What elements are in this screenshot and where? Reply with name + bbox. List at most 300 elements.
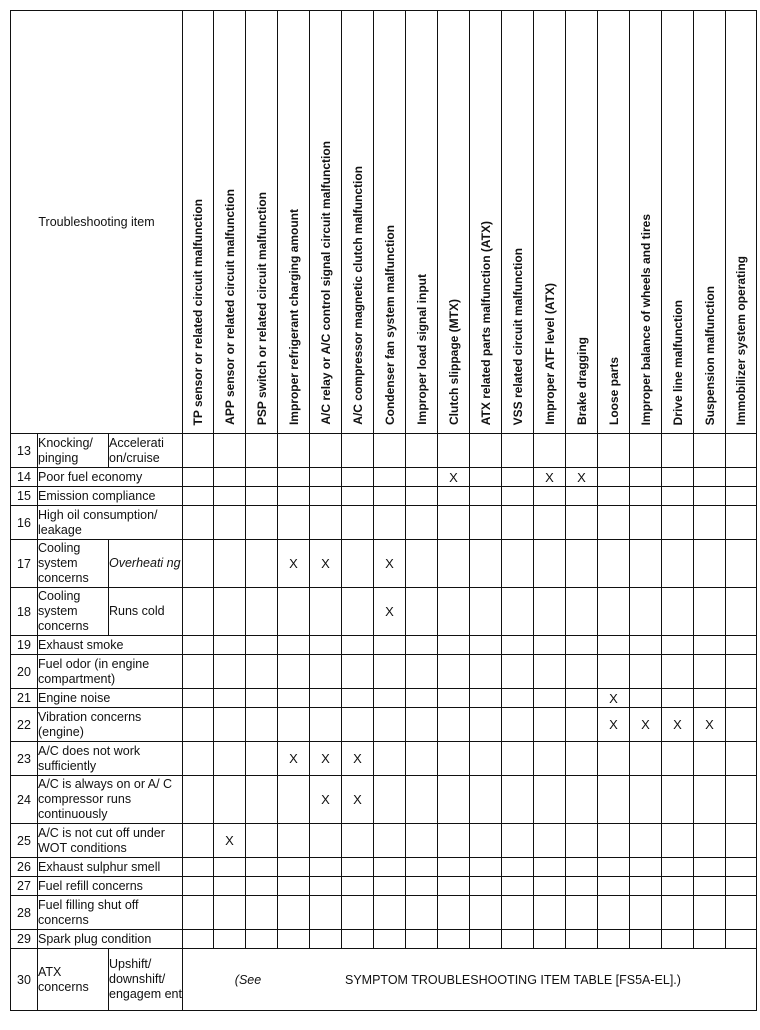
symptom-cell <box>598 468 630 487</box>
symptom-cell <box>406 689 438 708</box>
symptom-cell <box>662 540 694 588</box>
row-number: 13 <box>11 434 38 468</box>
symptom-cell <box>278 930 310 949</box>
symptom-cell <box>310 708 342 742</box>
symptom-cell <box>310 540 342 588</box>
symptom-cell <box>278 636 310 655</box>
column-header <box>566 11 598 434</box>
symptom-cell <box>374 742 406 776</box>
symptom-cell <box>534 742 566 776</box>
symptom-cell <box>214 434 246 468</box>
symptom-cell <box>214 540 246 588</box>
column-header <box>183 11 214 434</box>
symptom-cell <box>183 877 214 896</box>
row-number: 14 <box>11 468 38 487</box>
symptom-cell <box>246 655 278 689</box>
symptom-cell <box>662 858 694 877</box>
symptom-cell <box>438 896 470 930</box>
symptom-cell <box>310 742 342 776</box>
symptom-cell <box>214 858 246 877</box>
row-number: 18 <box>11 588 38 636</box>
symptom-cell <box>630 689 662 708</box>
symptom-cell <box>374 434 406 468</box>
column-header-label: A/C compressor magnetic clutch malfunction <box>350 166 365 425</box>
symptom-cell <box>694 468 726 487</box>
symptom-cell <box>183 540 214 588</box>
symptom-cell <box>183 636 214 655</box>
symptom-cell <box>470 824 502 858</box>
symptom-cell <box>278 487 310 506</box>
symptom-cell <box>470 930 502 949</box>
symptom-cell <box>598 655 630 689</box>
column-header-label: PSP switch or related circuit malfunction <box>254 191 269 425</box>
symptom-cell <box>374 776 406 824</box>
symptom-cell <box>278 708 310 742</box>
table-row <box>11 636 757 655</box>
header-row <box>11 11 757 434</box>
symptom-cell <box>406 540 438 588</box>
symptom-cell <box>662 776 694 824</box>
column-header-label: Improper load signal input <box>414 274 429 425</box>
column-header-label: Improper refrigerant charging amount <box>286 208 301 425</box>
symptom-cell <box>630 824 662 858</box>
row-number: 28 <box>11 896 38 930</box>
row-item: Poor fuel economy <box>38 468 183 487</box>
column-header <box>214 11 246 434</box>
symptom-cell <box>438 487 470 506</box>
symptom-cell <box>278 689 310 708</box>
row-number: 26 <box>11 858 38 877</box>
symptom-cell <box>630 487 662 506</box>
symptom-cell <box>374 655 406 689</box>
row-number: 29 <box>11 930 38 949</box>
symptom-cell <box>246 877 278 896</box>
symptom-cell <box>246 742 278 776</box>
troubleshooting-table-sheet <box>10 10 750 1011</box>
row-item: Exhaust sulphur smell <box>38 858 183 877</box>
symptom-cell <box>406 858 438 877</box>
symptom-cell <box>278 776 310 824</box>
table-row <box>11 708 757 742</box>
symptom-cell <box>662 655 694 689</box>
symptom-cell <box>694 506 726 540</box>
symptom-cell <box>566 434 598 468</box>
row-item: Cooling system concerns <box>38 588 109 636</box>
table-body <box>11 434 757 1011</box>
symptom-cell <box>214 636 246 655</box>
symptom-cell <box>183 506 214 540</box>
row-subitem: Upshift/ downshift/ engagem ent <box>109 949 183 1011</box>
symptom-cell <box>374 506 406 540</box>
symptom-cell <box>630 468 662 487</box>
symptom-cell <box>374 636 406 655</box>
symptom-cell <box>438 506 470 540</box>
symptom-cell <box>502 434 534 468</box>
symptom-cell <box>406 506 438 540</box>
column-header <box>694 11 726 434</box>
symptom-cell <box>246 636 278 655</box>
symptom-cell <box>246 708 278 742</box>
symptom-cell <box>246 689 278 708</box>
column-header <box>662 11 694 434</box>
symptom-cell <box>598 896 630 930</box>
symptom-cell <box>598 588 630 636</box>
symptom-cell <box>534 689 566 708</box>
symptom-cell <box>278 742 310 776</box>
symptom-cell <box>694 824 726 858</box>
symptom-cell <box>214 588 246 636</box>
symptom-cell <box>726 930 757 949</box>
row-item: Vibration concerns (engine) <box>38 708 183 742</box>
symptom-cell <box>630 708 662 742</box>
symptom-cell <box>246 776 278 824</box>
table-row <box>11 588 757 636</box>
symptom-cell <box>598 487 630 506</box>
row-number: 21 <box>11 689 38 708</box>
row-item: Engine noise <box>38 689 183 708</box>
row-item: Fuel refill concerns <box>38 877 183 896</box>
symptom-cell <box>310 877 342 896</box>
row-item: A/C is always on or A/ C compressor runs continuously <box>38 776 183 824</box>
symptom-cell <box>502 636 534 655</box>
symptom-cell <box>662 468 694 487</box>
symptom-cell <box>342 742 374 776</box>
symptom-cell <box>374 487 406 506</box>
symptom-cell <box>630 877 662 896</box>
symptom-cell <box>630 776 662 824</box>
symptom-cell <box>470 689 502 708</box>
symptom-cell <box>278 588 310 636</box>
row-subitem: Overheati ng <box>109 540 183 588</box>
symptom-cell <box>406 468 438 487</box>
table-row <box>11 930 757 949</box>
row-number: 17 <box>11 540 38 588</box>
symptom-cell <box>342 776 374 824</box>
column-header <box>374 11 406 434</box>
symptom-cell <box>214 689 246 708</box>
x-mark: X <box>353 751 362 766</box>
symptom-cell <box>183 824 214 858</box>
symptom-cell <box>694 708 726 742</box>
table-row <box>11 540 757 588</box>
x-mark: X <box>705 717 714 732</box>
symptom-cell <box>694 742 726 776</box>
symptom-cell <box>662 434 694 468</box>
symptom-cell <box>534 434 566 468</box>
symptom-cell <box>183 588 214 636</box>
symptom-cell <box>534 877 566 896</box>
x-mark: X <box>289 751 298 766</box>
symptom-cell <box>534 506 566 540</box>
symptom-cell <box>534 468 566 487</box>
symptom-cell <box>342 468 374 487</box>
symptom-cell <box>534 655 566 689</box>
symptom-cell <box>534 824 566 858</box>
symptom-cell <box>406 708 438 742</box>
table-row <box>11 896 757 930</box>
symptom-cell <box>406 930 438 949</box>
symptom-cell <box>310 487 342 506</box>
symptom-cell <box>438 636 470 655</box>
symptom-cell <box>598 636 630 655</box>
symptom-cell <box>502 506 534 540</box>
row-number: 25 <box>11 824 38 858</box>
symptom-cell <box>694 776 726 824</box>
column-header <box>246 11 278 434</box>
symptom-cell <box>502 824 534 858</box>
symptom-cell <box>502 877 534 896</box>
column-header-label: Drive line malfunction <box>670 299 685 425</box>
symptom-cell <box>310 776 342 824</box>
symptom-cell <box>342 708 374 742</box>
symptom-cell <box>470 487 502 506</box>
symptom-cell <box>310 689 342 708</box>
symptom-cell <box>598 858 630 877</box>
symptom-cell <box>566 506 598 540</box>
row-item: Emission compliance <box>38 487 183 506</box>
row-item: ATX concerns <box>38 949 109 1011</box>
symptom-cell <box>246 588 278 636</box>
table-row <box>11 468 757 487</box>
symptom-cell <box>438 930 470 949</box>
x-mark: X <box>609 717 618 732</box>
symptom-cell <box>630 742 662 776</box>
table-row <box>11 824 757 858</box>
symptom-cell <box>534 540 566 588</box>
symptom-cell <box>662 824 694 858</box>
table-row <box>11 655 757 689</box>
x-mark: X <box>225 833 234 848</box>
row-number: 20 <box>11 655 38 689</box>
symptom-cell <box>470 468 502 487</box>
symptom-cell <box>694 487 726 506</box>
symptom-cell <box>502 708 534 742</box>
table-row <box>11 434 757 468</box>
symptom-cell <box>566 689 598 708</box>
symptom-cell <box>406 742 438 776</box>
symptom-cell <box>374 708 406 742</box>
symptom-cell <box>470 506 502 540</box>
symptom-cell <box>342 588 374 636</box>
symptom-cell <box>183 434 214 468</box>
symptom-cell <box>566 636 598 655</box>
symptom-cell <box>470 708 502 742</box>
symptom-cell <box>406 588 438 636</box>
symptom-cell <box>502 858 534 877</box>
row-item: Knocking/ pinging <box>38 434 109 468</box>
column-header-label: TP sensor or related circuit malfunction <box>191 198 205 425</box>
column-header <box>598 11 630 434</box>
symptom-cell <box>630 655 662 689</box>
row-number: 15 <box>11 487 38 506</box>
symptom-cell <box>502 896 534 930</box>
row-subitem: Accelerati on/cruise <box>109 434 183 468</box>
symptom-cell <box>726 742 757 776</box>
symptom-cell <box>662 896 694 930</box>
symptom-cell <box>310 468 342 487</box>
symptom-cell <box>630 896 662 930</box>
symptom-cell <box>598 824 630 858</box>
symptom-cell <box>662 487 694 506</box>
symptom-cell <box>502 930 534 949</box>
column-header-label: Suspension malfunction <box>702 285 717 425</box>
column-header <box>534 11 566 434</box>
troubleshooting-table <box>10 10 757 1011</box>
symptom-cell <box>374 824 406 858</box>
symptom-cell <box>662 877 694 896</box>
symptom-cell <box>342 506 374 540</box>
symptom-cell <box>726 487 757 506</box>
see-reference-cell <box>183 949 757 1011</box>
symptom-cell <box>342 896 374 930</box>
symptom-cell <box>502 540 534 588</box>
symptom-cell <box>470 858 502 877</box>
symptom-cell <box>534 776 566 824</box>
symptom-cell <box>438 588 470 636</box>
symptom-cell <box>726 877 757 896</box>
x-mark: X <box>609 690 618 706</box>
symptom-cell <box>534 487 566 506</box>
symptom-cell <box>246 896 278 930</box>
symptom-cell <box>214 708 246 742</box>
symptom-cell <box>310 896 342 930</box>
symptom-cell <box>246 858 278 877</box>
column-header <box>310 11 342 434</box>
symptom-cell <box>278 824 310 858</box>
symptom-cell <box>470 877 502 896</box>
symptom-cell <box>694 689 726 708</box>
symptom-cell <box>566 930 598 949</box>
row-item: A/C does not work sufficiently <box>38 742 183 776</box>
symptom-cell <box>502 468 534 487</box>
symptom-cell <box>726 506 757 540</box>
row-item: Cooling system concerns <box>38 540 109 588</box>
symptom-cell <box>566 824 598 858</box>
symptom-cell <box>406 877 438 896</box>
x-mark: X <box>641 717 650 732</box>
x-mark: X <box>353 792 362 807</box>
symptom-cell <box>406 636 438 655</box>
symptom-cell <box>726 776 757 824</box>
symptom-cell <box>278 540 310 588</box>
symptom-cell <box>342 824 374 858</box>
symptom-cell <box>183 708 214 742</box>
column-header-label: Improper ATF level (ATX) <box>542 283 557 425</box>
symptom-cell <box>183 689 214 708</box>
symptom-cell <box>342 636 374 655</box>
symptom-cell <box>374 468 406 487</box>
symptom-cell <box>630 434 662 468</box>
symptom-cell <box>566 776 598 824</box>
symptom-cell <box>438 824 470 858</box>
symptom-cell <box>566 487 598 506</box>
symptom-cell <box>566 858 598 877</box>
symptom-cell <box>342 487 374 506</box>
symptom-cell <box>374 930 406 949</box>
symptom-cell <box>502 776 534 824</box>
symptom-cell <box>630 930 662 949</box>
symptom-cell <box>183 468 214 487</box>
symptom-cell <box>310 930 342 949</box>
symptom-cell <box>342 540 374 588</box>
symptom-cell <box>502 588 534 636</box>
row-item: Fuel filling shut off concerns <box>38 896 183 930</box>
symptom-cell <box>566 742 598 776</box>
symptom-cell <box>406 655 438 689</box>
symptom-cell <box>630 858 662 877</box>
symptom-cell <box>438 434 470 468</box>
symptom-cell <box>502 689 534 708</box>
symptom-cell <box>438 776 470 824</box>
column-header-label: VSS related circuit malfunction <box>510 247 525 425</box>
symptom-cell <box>534 636 566 655</box>
symptom-cell <box>310 506 342 540</box>
symptom-cell <box>246 434 278 468</box>
symptom-cell <box>470 742 502 776</box>
column-header <box>502 11 534 434</box>
table-row <box>11 949 757 1011</box>
column-header <box>630 11 662 434</box>
symptom-cell <box>214 655 246 689</box>
symptom-cell <box>246 468 278 487</box>
symptom-cell <box>598 930 630 949</box>
symptom-cell <box>566 708 598 742</box>
symptom-cell <box>598 776 630 824</box>
column-header <box>726 11 757 434</box>
row-item: Spark plug condition <box>38 930 183 949</box>
symptom-cell <box>726 588 757 636</box>
symptom-cell <box>342 930 374 949</box>
symptom-cell <box>694 636 726 655</box>
symptom-cell <box>214 468 246 487</box>
x-mark: X <box>545 469 554 485</box>
row-item: High oil consumption/ leakage <box>38 506 183 540</box>
symptom-cell <box>278 434 310 468</box>
row-number: 27 <box>11 877 38 896</box>
table-row <box>11 506 757 540</box>
symptom-cell <box>214 487 246 506</box>
symptom-cell <box>214 896 246 930</box>
symptom-cell <box>246 487 278 506</box>
symptom-cell <box>278 858 310 877</box>
symptom-cell <box>183 858 214 877</box>
symptom-cell <box>598 540 630 588</box>
symptom-cell <box>694 930 726 949</box>
symptom-cell <box>566 877 598 896</box>
symptom-cell <box>662 742 694 776</box>
symptom-cell <box>502 655 534 689</box>
symptom-cell <box>662 588 694 636</box>
symptom-cell <box>438 468 470 487</box>
x-mark: X <box>385 604 394 619</box>
symptom-cell <box>726 858 757 877</box>
symptom-cell <box>342 877 374 896</box>
symptom-cell <box>246 506 278 540</box>
symptom-cell <box>694 858 726 877</box>
symptom-cell <box>438 858 470 877</box>
symptom-cell <box>694 877 726 896</box>
x-mark: X <box>321 792 330 807</box>
symptom-cell <box>598 742 630 776</box>
see-reference-text: SYMPTOM TROUBLESHOOTING ITEM TABLE [FS5A-EL].) <box>345 972 681 987</box>
symptom-cell <box>694 540 726 588</box>
symptom-cell <box>406 434 438 468</box>
column-header <box>278 11 310 434</box>
symptom-cell <box>598 877 630 896</box>
symptom-cell <box>183 655 214 689</box>
table-row <box>11 742 757 776</box>
symptom-cell <box>470 540 502 588</box>
